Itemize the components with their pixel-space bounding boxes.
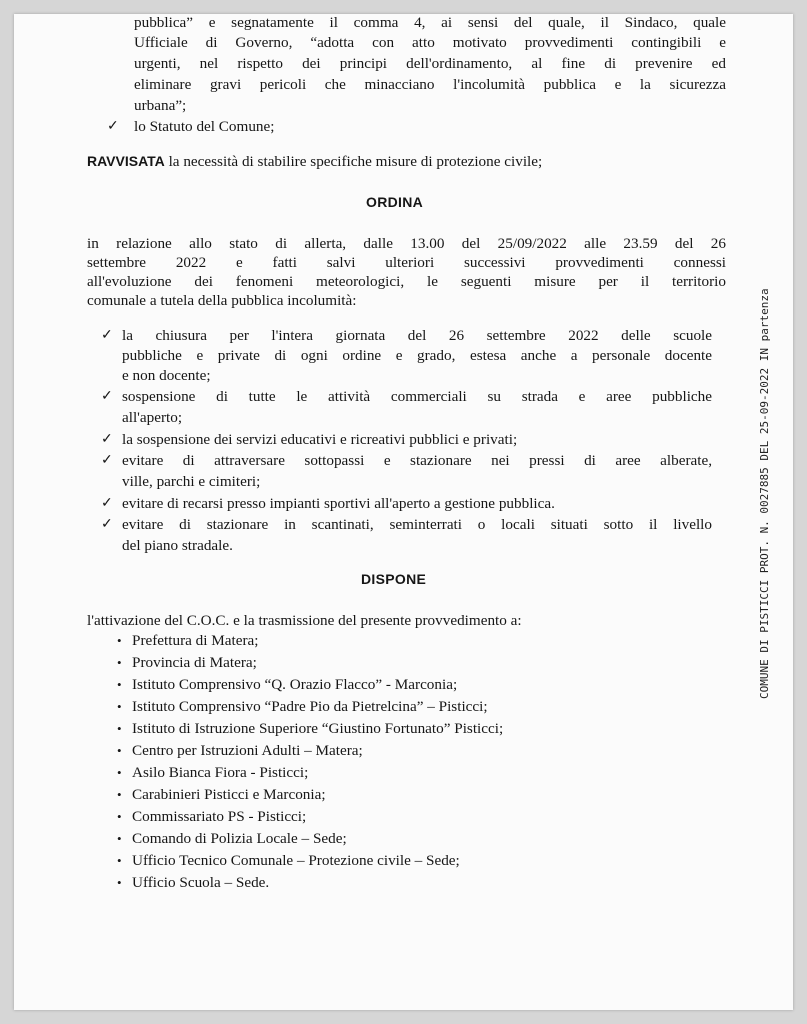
bullet-icon: • bbox=[117, 721, 122, 736]
top-paragraph-line: urbana”; bbox=[134, 97, 187, 114]
checkmark-icon: ✓ bbox=[101, 496, 113, 511]
measure-line: evitare di stazionare in scantinati, seminterrati o locali situati sotto il livello bbox=[122, 516, 712, 533]
protocol-stamp: COMUNE DI PISTICCI PROT. N. 0027885 DEL 25-09-2022 IN partenza bbox=[758, 288, 771, 699]
measure-line: sospensione di tutte le attività commerciali su strada e aree pubbliche bbox=[122, 388, 712, 405]
bullet-icon: • bbox=[117, 633, 122, 648]
measure-line: e non docente; bbox=[122, 367, 211, 384]
bullet-icon: • bbox=[117, 677, 122, 692]
top-paragraph-line: pubblica” e segnatamente il comma 4, ai sensi del quale, il Sindaco, quale bbox=[134, 14, 726, 31]
bullet-icon: • bbox=[117, 787, 122, 802]
checkmark-icon: ✓ bbox=[101, 389, 113, 404]
recipient-item: Comando di Polizia Locale – Sede; bbox=[132, 830, 347, 847]
document-page bbox=[14, 14, 793, 1010]
measure-line: del piano stradale. bbox=[122, 537, 233, 554]
measure-line: la chiusura per l'intera giornata del 26 settembre 2022 delle scuole bbox=[122, 327, 712, 344]
recipient-item: Ufficio Scuola – Sede. bbox=[132, 874, 270, 891]
measure-line: ville, parchi e cimiteri; bbox=[122, 473, 261, 490]
bullet-icon: • bbox=[117, 765, 122, 780]
recipient-item: Carabinieri Pisticci e Marconia; bbox=[132, 786, 326, 803]
dispone-intro: l'attivazione del C.O.C. e la trasmissione del presente provvedimento a: bbox=[87, 612, 522, 629]
statuto-item: lo Statuto del Comune; bbox=[134, 118, 275, 135]
ravvisata-paragraph bbox=[87, 152, 542, 171]
recipient-item: Istituto di Istruzione Superiore “Giustino Fortunato” Pisticci; bbox=[132, 720, 504, 737]
bullet-icon: • bbox=[117, 875, 122, 890]
checkmark-icon: ✓ bbox=[101, 453, 113, 468]
top-paragraph-line: eliminare gravi pericoli che minacciano l'incolumità pubblica e la sicurezza bbox=[134, 76, 726, 93]
dispone-heading: DISPONE bbox=[361, 571, 427, 587]
measure-line: evitare di attraversare sottopassi e stazionare nei pressi di aree alberate, bbox=[122, 452, 712, 469]
bullet-icon: • bbox=[117, 743, 122, 758]
measure-line: la sospensione dei servizi educativi e ricreativi pubblici e privati; bbox=[122, 431, 518, 448]
bullet-icon: • bbox=[117, 699, 122, 714]
recipient-item: Istituto Comprensivo “Q. Orazio Flacco” - Marconia; bbox=[132, 676, 458, 693]
checkmark-icon: ✓ bbox=[107, 119, 119, 134]
ordina-intro-line: all'evoluzione dei fenomeni meteorologici, le seguenti misure per il territorio bbox=[87, 273, 726, 290]
ordina-intro-line: settembre 2022 e fatti salvi ulteriori successivi provvedimenti connessi bbox=[87, 254, 726, 271]
ravvisata-text: la necessità di stabilire specifiche misure di protezione civile; bbox=[168, 153, 543, 170]
top-paragraph-line: urgenti, nel rispetto dei principi dell'ordinamento, al fine di prevenire ed bbox=[134, 55, 726, 72]
measure-line: evitare di recarsi presso impianti sportivi all'aperto a gestione pubblica. bbox=[122, 495, 555, 512]
checkmark-icon: ✓ bbox=[101, 328, 113, 343]
ordina-intro-line: comunale a tutela della pubblica incolumità: bbox=[87, 292, 357, 309]
recipient-item: Asilo Bianca Fiora - Pisticci; bbox=[132, 764, 309, 781]
ordina-heading: ORDINA bbox=[366, 194, 424, 210]
recipient-item: Provincia di Matera; bbox=[132, 654, 257, 671]
recipient-item: Istituto Comprensivo “Padre Pio da Pietrelcina” – Pisticci; bbox=[132, 698, 488, 715]
bullet-icon: • bbox=[117, 831, 122, 846]
recipient-item: Centro per Istruzioni Adulti – Matera; bbox=[132, 742, 363, 759]
ravvisata-keyword: RAVVISATA bbox=[87, 153, 165, 169]
recipient-item: Commissariato PS - Pisticci; bbox=[132, 808, 307, 825]
bullet-icon: • bbox=[117, 853, 122, 868]
recipient-item: Ufficio Tecnico Comunale – Protezione civile – Sede; bbox=[132, 852, 460, 869]
measure-line: all'aperto; bbox=[122, 409, 183, 426]
top-paragraph-line: Ufficiale di Governo, “adotta con atto motivato provvedimenti contingibili e bbox=[134, 34, 726, 51]
checkmark-icon: ✓ bbox=[101, 517, 113, 532]
bullet-icon: • bbox=[117, 655, 122, 670]
measure-line: pubbliche e private di ogni ordine e grado, estesa anche a personale docente bbox=[122, 347, 712, 364]
bullet-icon: • bbox=[117, 809, 122, 824]
recipient-item: Prefettura di Matera; bbox=[132, 632, 259, 649]
ordina-intro-line: in relazione allo stato di allerta, dalle 13.00 del 25/09/2022 alle 23.59 del 26 bbox=[87, 235, 726, 252]
checkmark-icon: ✓ bbox=[101, 432, 113, 447]
